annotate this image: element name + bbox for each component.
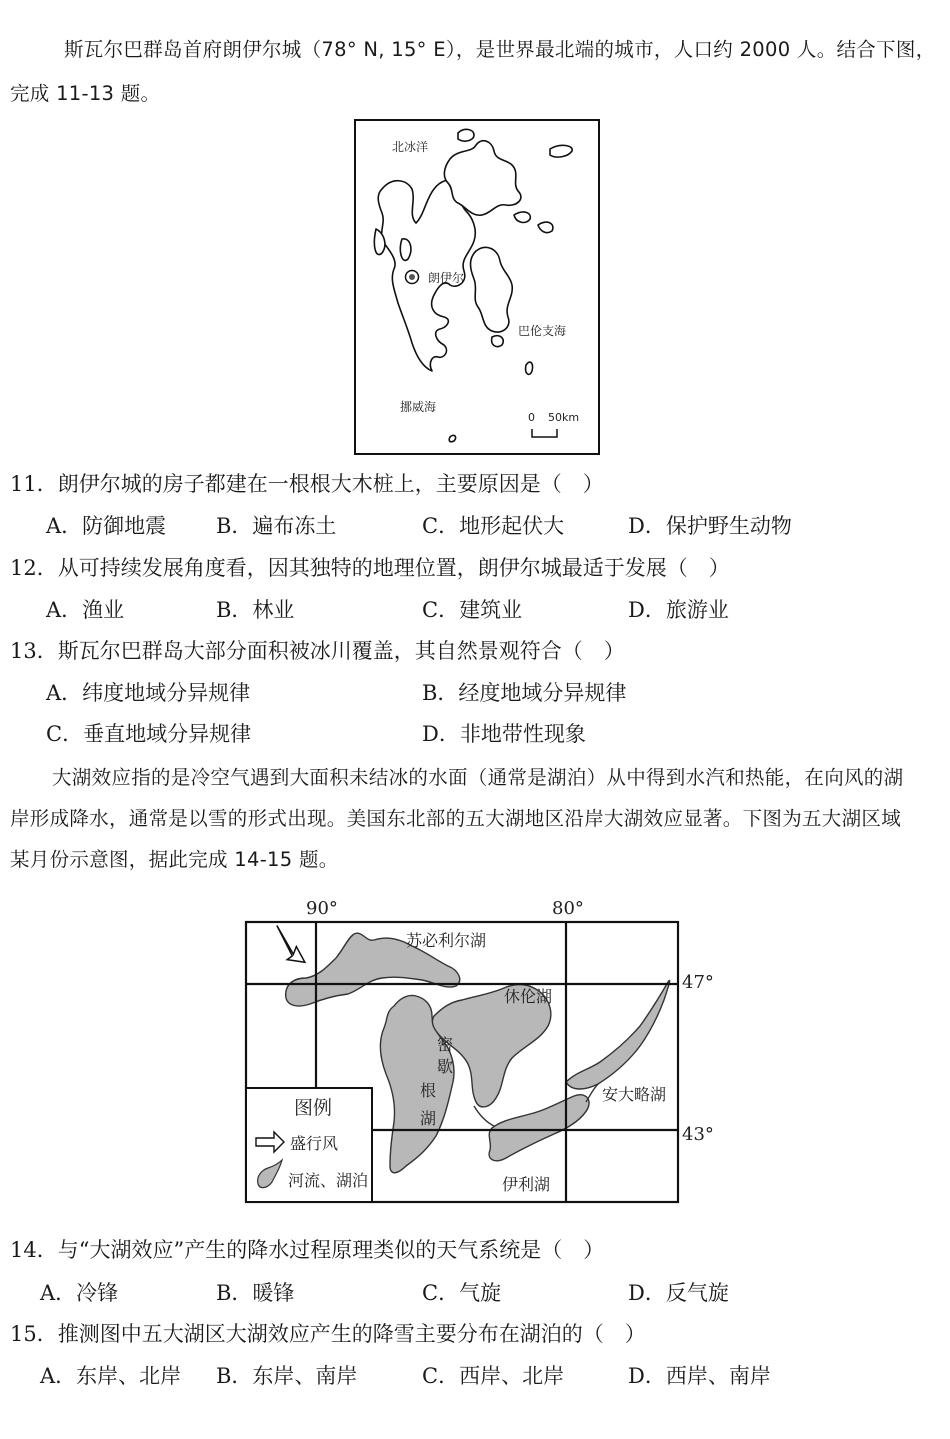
lat-47-label: 47° <box>682 972 714 993</box>
q11-option-d[interactable]: D．保护野生动物 <box>628 514 792 538</box>
q13-option-a[interactable]: A．纬度地域分异规律 <box>46 681 251 705</box>
lat-43-label: 43° <box>682 1124 714 1145</box>
legend-wind-label: 盛行风 <box>290 1134 339 1153</box>
passage2-line2: 岸形成降水，通常是以雪的形式出现。美国东北部的五大湖地区沿岸大湖效应显著。下图为五大湖区域 <box>10 807 902 830</box>
q14-stem: 14．与“大湖效应”产生的降水过程原理类似的天气系统是（ ） <box>10 1238 605 1262</box>
scale-zero: 0 <box>528 411 535 424</box>
passage2-line1: 大湖效应指的是冷空气遇到大面积未结冰的水面（通常是湖泊）从中得到水汽和热能，在向风的湖 <box>52 766 904 789</box>
q12-option-c[interactable]: C．建筑业 <box>422 598 523 622</box>
q13-stem: 13．斯瓦尔巴群岛大部分面积被冰川覆盖，其自然景观符合（ ） <box>10 639 625 663</box>
label-lake-huron: 休伦湖 <box>504 987 553 1006</box>
q15-option-d[interactable]: D．西岸、南岸 <box>628 1364 771 1388</box>
prevailing-wind-arrow <box>264 926 313 969</box>
legend-water-label: 河流、湖泊 <box>288 1171 369 1190</box>
label-longyearbyen: 朗伊尔 <box>428 271 465 285</box>
scale-value: 50km <box>548 411 580 424</box>
label-lake-michigan-4: 湖 <box>420 1109 437 1128</box>
q15-option-b[interactable]: B．东岸、南岸 <box>216 1364 358 1388</box>
label-lake-superior: 苏必利尔湖 <box>406 931 487 950</box>
label-lake-michigan-2: 歇 <box>437 1057 454 1076</box>
label-lake-michigan-1: 密 <box>437 1035 454 1054</box>
q13-option-c[interactable]: C．垂直地域分异规律 <box>46 722 252 746</box>
q14-option-c[interactable]: C．气旋 <box>422 1281 502 1305</box>
q14-option-d[interactable]: D．反气旋 <box>628 1281 729 1305</box>
q11-option-a[interactable]: A．防御地震 <box>46 514 167 538</box>
passage2-line3: 某月份示意图，据此完成 14-15 题。 <box>10 848 339 871</box>
q13-option-d[interactable]: D．非地带性现象 <box>422 722 586 746</box>
q12-option-b[interactable]: B．林业 <box>216 598 295 622</box>
passage1-line1: 斯瓦尔巴群岛首府朗伊尔城（78° N, 15° E），是世界最北端的城市，人口约 2000 人。结合下图， <box>64 38 936 61</box>
legend <box>246 1088 372 1202</box>
q11-option-b[interactable]: B．遍布冻土 <box>216 514 337 538</box>
label-arctic-ocean: 北冰洋 <box>392 140 429 154</box>
q11-stem: 11．朗伊尔城的房子都建在一根根大木桩上，主要原因是（ ） <box>10 472 604 496</box>
label-lake-erie: 伊利湖 <box>502 1175 551 1194</box>
q11-option-c[interactable]: C．地形起伏大 <box>422 514 565 538</box>
great-lakes-map <box>236 892 736 1212</box>
label-lake-ontario: 安大略湖 <box>602 1085 667 1104</box>
label-lake-michigan-3: 根 <box>420 1081 437 1100</box>
q13-option-b[interactable]: B．经度地域分异规律 <box>422 681 627 705</box>
q14-option-a[interactable]: A．冷锋 <box>40 1281 119 1305</box>
lon-90-label: 90° <box>306 898 338 919</box>
passage1-line2: 完成 11-13 题。 <box>10 82 161 105</box>
q15-option-c[interactable]: C．西岸、北岸 <box>422 1364 565 1388</box>
q14-option-b[interactable]: B．暖锋 <box>216 1281 295 1305</box>
svalbard-map <box>354 119 600 455</box>
label-norwegian-sea: 挪威海 <box>400 400 437 414</box>
q15-stem: 15．推测图中五大湖区大湖效应产生的降雪主要分布在湖泊的（ ） <box>10 1322 646 1346</box>
q15-option-a[interactable]: A．东岸、北岸 <box>40 1364 182 1388</box>
lon-80-label: 80° <box>552 898 584 919</box>
q12-option-d[interactable]: D．旅游业 <box>628 598 729 622</box>
legend-title: 图例 <box>294 1097 333 1119</box>
q12-option-a[interactable]: A．渔业 <box>46 598 125 622</box>
lake-ontario <box>566 980 670 1089</box>
label-barents-sea: 巴伦支海 <box>518 324 567 338</box>
q12-stem: 12．从可持续发展角度看，因其独特的地理位置，朗伊尔城最适于发展（ ） <box>10 556 730 580</box>
lake-erie <box>489 1095 589 1161</box>
